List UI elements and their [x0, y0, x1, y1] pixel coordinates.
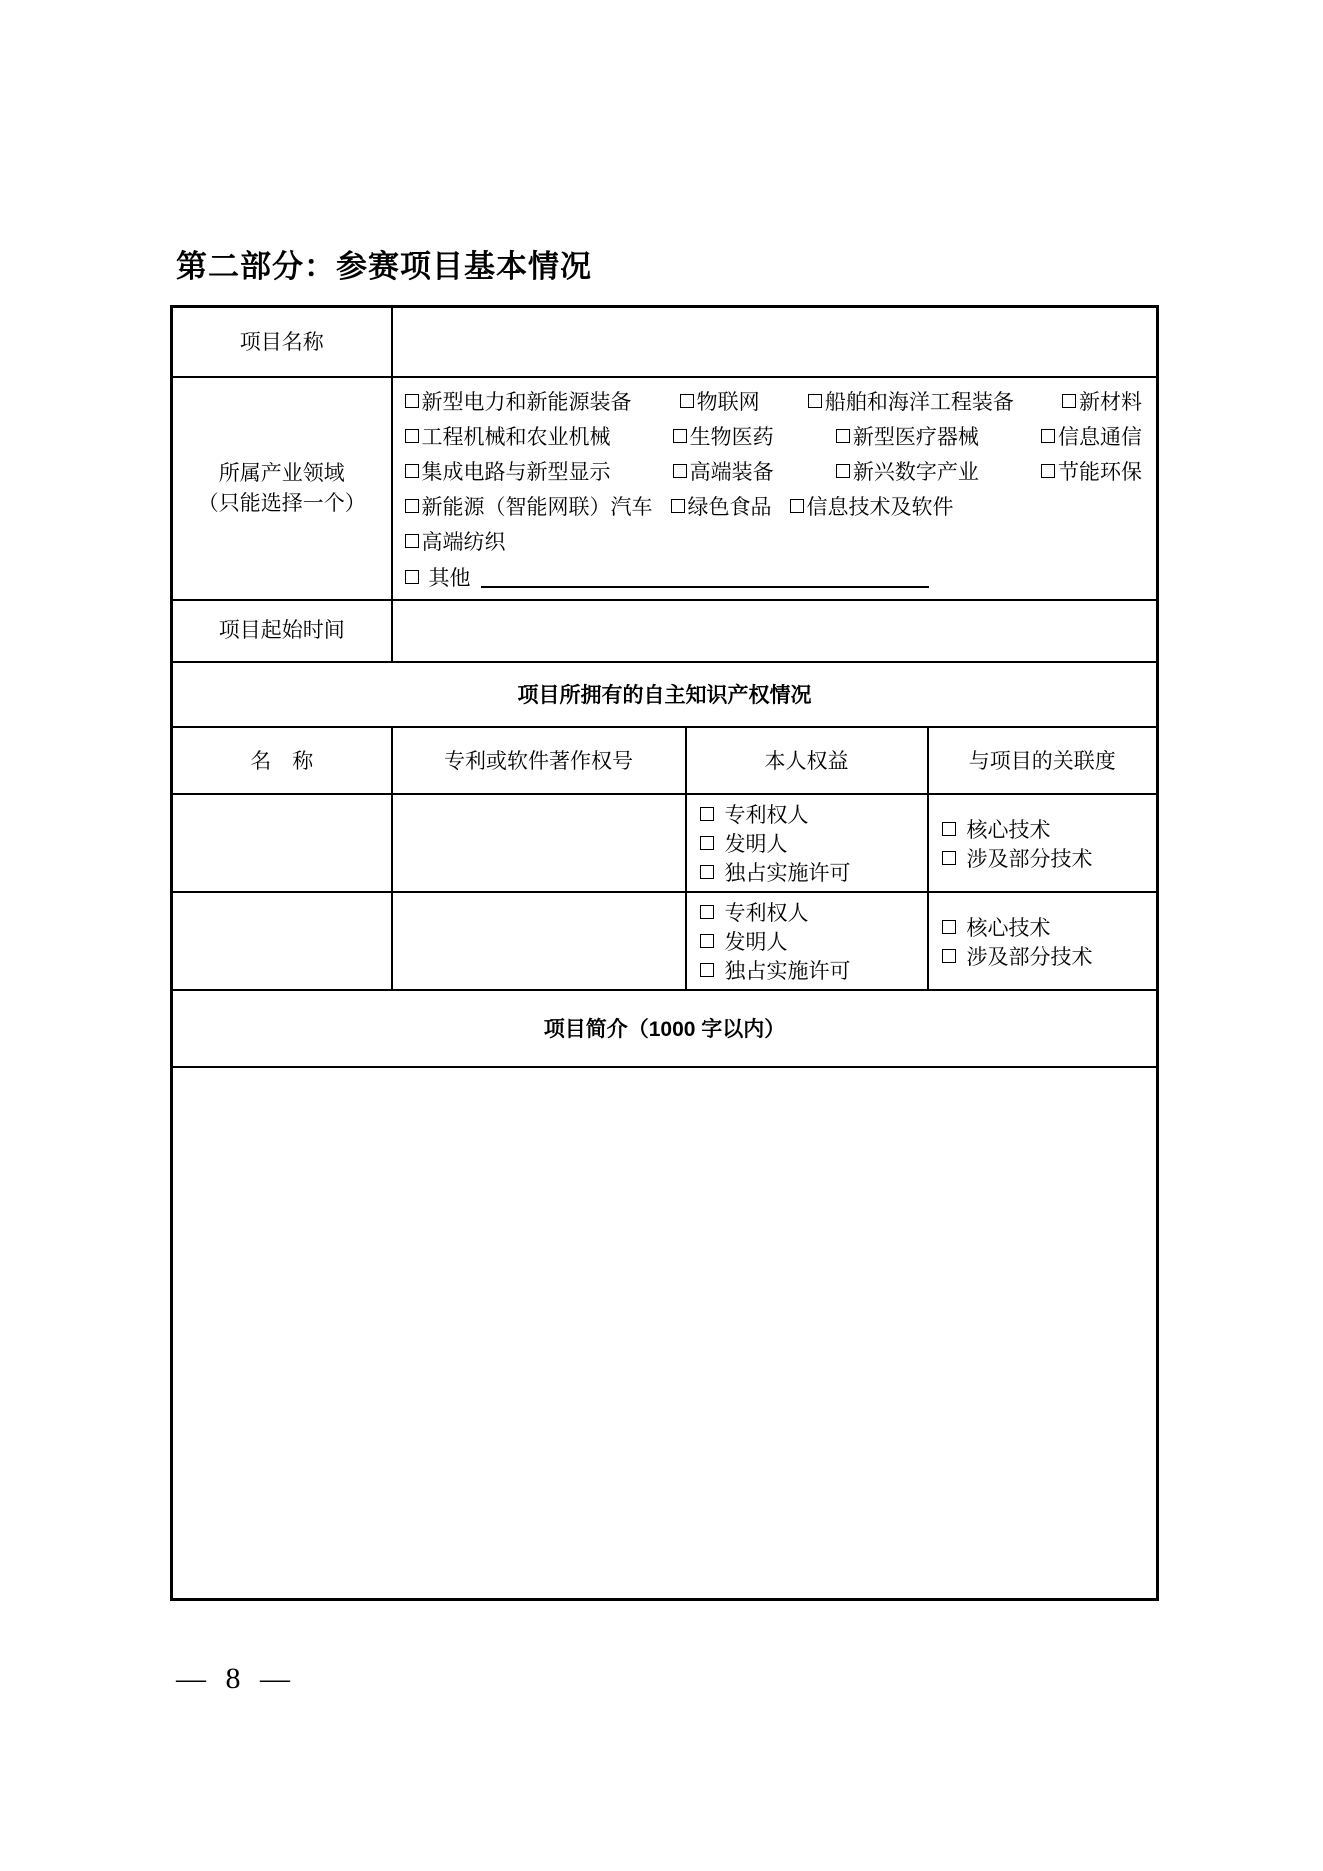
industry-options-line	[405, 384, 1143, 419]
industry-label-line1: 所属产业领域	[218, 460, 345, 485]
checkbox-icon[interactable]	[405, 429, 419, 443]
industry-option-label: 绿色食品	[687, 495, 772, 519]
industry-option	[808, 386, 1014, 416]
checkbox-icon[interactable]	[1041, 429, 1055, 443]
ip-header-patent-no: 专利或软件著作权号	[392, 727, 686, 794]
industry-option-label: 集成电路与新型显示	[421, 460, 611, 484]
industry-option	[673, 456, 774, 486]
industry-option-label: 信息技术及软件	[806, 495, 954, 519]
industry-option	[405, 386, 632, 416]
checkbox-icon[interactable]	[1041, 464, 1055, 478]
industry-option-label: 新材料	[1079, 390, 1143, 414]
ip-header-relevance: 与项目的关联度	[928, 727, 1158, 794]
ip-rights-options-cell	[686, 892, 928, 990]
industry-option-label: 节能环保	[1058, 460, 1143, 484]
ip-patent-no-input-cell[interactable]	[392, 794, 686, 892]
intro-title: 项目简介（1000 字以内）	[172, 990, 1158, 1067]
rights-option-label: 独占实施许可	[724, 959, 851, 983]
industry-option	[836, 421, 979, 451]
industry-option-label: 物联网	[696, 390, 760, 414]
industry-option	[1062, 386, 1142, 416]
checkbox-icon[interactable]	[942, 822, 956, 836]
rights-option-line	[700, 927, 923, 956]
rights-option	[700, 897, 809, 927]
relevance-option-label: 核心技术	[966, 817, 1051, 842]
industry-other-input[interactable]	[481, 566, 929, 588]
ip-name-input-cell[interactable]	[172, 794, 392, 892]
ip-patent-no-input-cell[interactable]	[392, 892, 686, 990]
rights-option-line	[700, 800, 923, 829]
relevance-option-line	[942, 912, 1153, 941]
rights-option-line	[700, 956, 923, 985]
checkbox-icon[interactable]	[700, 865, 714, 879]
checkbox-icon[interactable]	[700, 836, 714, 850]
ip-relevance-options-cell	[928, 892, 1158, 990]
industry-options-line	[405, 419, 1143, 454]
rights-option-label: 专利权人	[724, 803, 809, 827]
checkbox-icon[interactable]	[673, 429, 687, 443]
checkbox-icon[interactable]	[836, 429, 850, 443]
checkbox-icon[interactable]	[942, 949, 956, 963]
industry-option	[1041, 421, 1142, 451]
rights-option	[700, 799, 809, 829]
project-info-table	[170, 305, 1159, 1601]
industry-options-cell	[392, 377, 1158, 600]
ip-header-name: 名 称	[172, 727, 392, 794]
industry-option	[405, 491, 653, 521]
industry-option-label: 高端装备	[689, 460, 774, 484]
checkbox-icon[interactable]	[405, 394, 419, 408]
checkbox-icon[interactable]	[1062, 394, 1076, 408]
relevance-option	[942, 912, 1051, 942]
checkbox-icon[interactable]	[836, 464, 850, 478]
industry-option-label: 船舶和海洋工程装备	[824, 390, 1014, 414]
checkbox-icon[interactable]	[808, 394, 822, 408]
ip-rights-options-cell	[686, 794, 928, 892]
relevance-option-line	[942, 941, 1153, 970]
relevance-option-line	[942, 814, 1153, 843]
checkbox-icon[interactable]	[405, 570, 419, 584]
industry-options-line	[405, 454, 1143, 489]
industry-option	[671, 491, 772, 521]
relevance-option	[942, 814, 1051, 844]
industry-option	[405, 456, 611, 486]
table-row	[172, 794, 1158, 892]
relevance-option	[942, 941, 1093, 971]
industry-option-label: 新能源（智能网联）汽车	[421, 495, 653, 519]
industry-option	[836, 456, 979, 486]
checkbox-icon[interactable]	[700, 934, 714, 948]
rights-option-line	[700, 898, 923, 927]
industry-option	[673, 421, 774, 451]
rights-option-label: 独占实施许可	[724, 861, 851, 885]
industry-option-label: 工程机械和农业机械	[421, 425, 611, 449]
start-time-input-cell[interactable]	[392, 600, 1158, 662]
checkbox-icon[interactable]	[405, 534, 419, 548]
checkbox-icon[interactable]	[790, 499, 804, 513]
rights-option-line	[700, 858, 923, 887]
rights-option	[700, 955, 851, 985]
checkbox-icon[interactable]	[700, 963, 714, 977]
industry-option	[790, 491, 954, 521]
start-time-label: 项目起始时间	[172, 600, 392, 662]
table-row	[172, 892, 1158, 990]
project-name-label: 项目名称	[172, 307, 392, 377]
section-title: 第二部分：参赛项目基本情况	[176, 249, 592, 284]
checkbox-icon[interactable]	[942, 851, 956, 865]
industry-other-line	[405, 559, 1143, 595]
project-name-input-cell[interactable]	[392, 307, 1158, 377]
industry-option-label: 新型医疗器械	[852, 425, 979, 449]
ip-section-title: 项目所拥有的自主知识产权情况	[172, 662, 1158, 727]
industry-option	[1041, 456, 1142, 486]
relevance-option-label: 涉及部分技术	[966, 944, 1093, 969]
industry-option	[680, 386, 760, 416]
relevance-option-label: 核心技术	[966, 915, 1051, 940]
checkbox-icon[interactable]	[405, 499, 419, 513]
industry-option-label: 信息通信	[1058, 425, 1143, 449]
page-number: — 8 —	[176, 1662, 290, 1695]
industry-other-label: 其他	[428, 565, 471, 590]
industry-option	[405, 526, 506, 556]
relevance-option-line	[942, 843, 1153, 872]
industry-options	[405, 384, 1143, 559]
industry-option-label: 高端纺织	[421, 530, 506, 554]
ip-name-input-cell[interactable]	[172, 892, 392, 990]
checkbox-icon[interactable]	[700, 905, 714, 919]
rights-option	[700, 857, 851, 887]
rights-option	[700, 926, 788, 956]
rights-option-label: 专利权人	[724, 901, 809, 925]
industry-label	[172, 377, 392, 600]
rights-option-line	[700, 829, 923, 858]
industry-options-line	[405, 489, 1143, 524]
checkbox-icon[interactable]	[942, 920, 956, 934]
industry-option-label: 新兴数字产业	[852, 460, 979, 484]
industry-label-line2: （只能选择一个）	[197, 491, 366, 515]
checkbox-icon[interactable]	[671, 499, 685, 513]
checkbox-icon[interactable]	[700, 807, 714, 821]
industry-option-label: 生物医药	[689, 425, 774, 449]
rights-option	[700, 828, 788, 858]
relevance-option	[942, 843, 1093, 873]
industry-option-label: 新型电力和新能源装备	[421, 390, 632, 414]
industry-options-line	[405, 524, 1143, 559]
relevance-option-label: 涉及部分技术	[966, 846, 1093, 871]
checkbox-icon[interactable]	[673, 464, 687, 478]
checkbox-icon[interactable]	[680, 394, 694, 408]
checkbox-icon[interactable]	[405, 464, 419, 478]
rights-option-label: 发明人	[724, 930, 788, 954]
rights-option-label: 发明人	[724, 832, 788, 856]
ip-header-rights: 本人权益	[686, 727, 928, 794]
ip-relevance-options-cell	[928, 794, 1158, 892]
intro-input-cell[interactable]	[172, 1067, 1158, 1600]
industry-option	[405, 421, 611, 451]
